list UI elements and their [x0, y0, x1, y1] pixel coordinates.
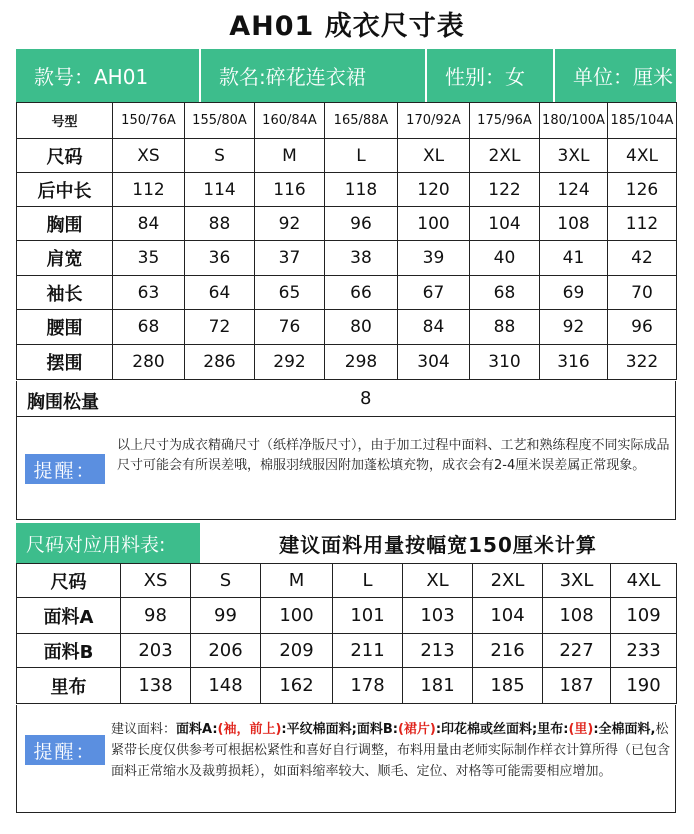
- style-number: 款号：AH01: [16, 49, 201, 102]
- lining-parts: (里): [568, 722, 594, 737]
- reminder-badge: 提醒：: [25, 735, 105, 765]
- table-cell: XS: [113, 139, 185, 173]
- table-cell: 100: [398, 207, 470, 241]
- style-name: 款名:碎花连衣裙: [201, 49, 427, 102]
- table-cell: 2XL: [473, 564, 543, 598]
- table-cell: XL: [398, 139, 470, 173]
- table-cell: 68: [470, 276, 540, 310]
- table-cell: 69: [540, 276, 608, 310]
- table-cell: 213: [403, 634, 473, 668]
- table-cell: 175/96A: [470, 103, 540, 139]
- table-cell: 178: [333, 668, 403, 704]
- row-label: 面料B: [17, 634, 121, 668]
- table-cell: 88: [185, 207, 255, 241]
- table-cell: 155/80A: [185, 103, 255, 139]
- table-cell: 84: [113, 207, 185, 241]
- info-header: [16, 49, 676, 102]
- table-cell: 203: [121, 634, 191, 668]
- table-cell: XL: [403, 564, 473, 598]
- fabric-table-row: [17, 564, 677, 598]
- lining-type: :全棉面料,: [593, 722, 656, 737]
- table-cell: 70: [608, 276, 677, 310]
- table-cell: 67: [398, 276, 470, 310]
- table-cell: S: [191, 564, 261, 598]
- fabric-advice-text: [111, 719, 673, 782]
- table-cell: 138: [121, 668, 191, 704]
- table-cell: 316: [540, 345, 608, 380]
- table-cell: 227: [543, 634, 611, 668]
- table-cell: 112: [608, 207, 677, 241]
- table-cell: 298: [325, 345, 398, 380]
- row-label: 肩宽: [17, 241, 113, 276]
- table-cell: 165/88A: [325, 103, 398, 139]
- chest-ease-label: 胸围松量: [27, 392, 99, 413]
- fabric-table-row: [17, 668, 677, 704]
- table-cell: L: [333, 564, 403, 598]
- table-cell: 108: [540, 207, 608, 241]
- row-label: 腰围: [17, 310, 113, 345]
- table-cell: 99: [191, 598, 261, 634]
- table-cell: 112: [113, 173, 185, 207]
- row-label: 摆围: [17, 345, 113, 380]
- table-cell: 2XL: [470, 139, 540, 173]
- table-cell: 187: [543, 668, 611, 704]
- size-chart-row: [17, 207, 677, 241]
- table-cell: 66: [325, 276, 398, 310]
- table-cell: 37: [255, 241, 325, 276]
- table-cell: S: [185, 139, 255, 173]
- table-cell: 211: [333, 634, 403, 668]
- table-cell: 118: [325, 173, 398, 207]
- fabric-a-type: :平纹棉面料;面料B:: [281, 722, 398, 737]
- row-label: 尺码: [17, 564, 121, 598]
- table-cell: 181: [403, 668, 473, 704]
- table-cell: 92: [255, 207, 325, 241]
- table-cell: 310: [470, 345, 540, 380]
- table-cell: 36: [185, 241, 255, 276]
- table-cell: 41: [540, 241, 608, 276]
- table-cell: 98: [121, 598, 191, 634]
- table-cell: 122: [470, 173, 540, 207]
- table-cell: 109: [611, 598, 677, 634]
- table-cell: 286: [185, 345, 255, 380]
- table-cell: 190: [611, 668, 677, 704]
- table-cell: L: [325, 139, 398, 173]
- table-cell: M: [255, 139, 325, 173]
- size-chart-row: [17, 345, 677, 380]
- table-cell: 88: [470, 310, 540, 345]
- row-label: 袖长: [17, 276, 113, 310]
- table-cell: 3XL: [543, 564, 611, 598]
- size-chart-table: [16, 102, 677, 380]
- table-cell: 80: [325, 310, 398, 345]
- table-cell: 63: [113, 276, 185, 310]
- table-cell: M: [261, 564, 333, 598]
- table-cell: 322: [608, 345, 677, 380]
- row-label: 号型: [17, 103, 113, 139]
- row-label: 后中长: [17, 173, 113, 207]
- fabric-section-header: [16, 523, 676, 563]
- table-cell: 126: [608, 173, 677, 207]
- table-cell: 42: [608, 241, 677, 276]
- table-cell: 39: [398, 241, 470, 276]
- fabric-section-tag: 尺码对应用料表:: [16, 523, 200, 563]
- table-cell: 304: [398, 345, 470, 380]
- fabric-b-parts: (裙片): [397, 722, 436, 737]
- fabric-table-row: [17, 598, 677, 634]
- table-cell: 280: [113, 345, 185, 380]
- chest-ease-row: [16, 381, 676, 417]
- table-cell: 4XL: [611, 564, 677, 598]
- table-cell: 162: [261, 668, 333, 704]
- table-cell: 68: [113, 310, 185, 345]
- table-cell: 76: [255, 310, 325, 345]
- table-cell: 108: [543, 598, 611, 634]
- table-cell: 185/104A: [608, 103, 677, 139]
- table-cell: 148: [191, 668, 261, 704]
- table-cell: 96: [608, 310, 677, 345]
- table-cell: 206: [191, 634, 261, 668]
- table-cell: 4XL: [608, 139, 677, 173]
- row-label: 面料A: [17, 598, 121, 634]
- table-cell: 170/92A: [398, 103, 470, 139]
- table-cell: 120: [398, 173, 470, 207]
- row-label: 胸围: [17, 207, 113, 241]
- table-cell: 72: [185, 310, 255, 345]
- size-chart-row: [17, 139, 677, 173]
- table-cell: 92: [540, 310, 608, 345]
- size-chart-row: [17, 103, 677, 139]
- table-cell: 124: [540, 173, 608, 207]
- size-chart-row: [17, 173, 677, 207]
- table-cell: 38: [325, 241, 398, 276]
- reminder-badge: 提醒：: [25, 454, 105, 484]
- table-cell: XS: [121, 564, 191, 598]
- fabric-usage-table: [16, 563, 677, 704]
- reminder-box-2: [16, 705, 676, 813]
- table-cell: 160/84A: [255, 103, 325, 139]
- table-cell: 84: [398, 310, 470, 345]
- page-title: AH01 成衣尺寸表: [229, 11, 465, 42]
- unit: 单位：厘米: [573, 65, 673, 89]
- table-cell: 233: [611, 634, 677, 668]
- size-chart-row: [17, 310, 677, 345]
- fabric-a-parts: (袖，前上): [217, 722, 282, 737]
- size-chart-row: [17, 241, 677, 276]
- table-cell: 216: [473, 634, 543, 668]
- table-cell: 64: [185, 276, 255, 310]
- table-cell: 35: [113, 241, 185, 276]
- table-cell: 180/100A: [540, 103, 608, 139]
- table-cell: 65: [255, 276, 325, 310]
- advice-detail: 松紧带长度仅供参考可根据松紧性和喜好自行调整，布料用量由老师实际制作样衣计算所得（已包含面料正常缩水及裁剪损耗），如面料缩率较大、顺毛、定位、对格等可能需要相应增加。: [111, 722, 671, 779]
- row-label: 尺码: [17, 139, 113, 173]
- reminder-box-1: [16, 417, 676, 520]
- advice-intro: 建议面料：: [111, 722, 177, 737]
- table-cell: 209: [261, 634, 333, 668]
- table-cell: 3XL: [540, 139, 608, 173]
- fabric-section-message: 建议面料用量按幅宽150厘米计算: [279, 532, 597, 557]
- table-cell: 104: [470, 207, 540, 241]
- table-cell: 150/76A: [113, 103, 185, 139]
- table-cell: 100: [261, 598, 333, 634]
- row-label: 里布: [17, 668, 121, 704]
- reminder-text: 以上尺寸为成衣精确尺寸（纸样净版尺寸），由于加工过程中面料、工艺和熟练程度不同实际成品尺寸可能会有所误差哦，棉服羽绒服因附加蓬松填充物，成衣会有2-4厘米误差属正常现象。: [117, 438, 670, 473]
- table-cell: 40: [470, 241, 540, 276]
- fabric-table-row: [17, 634, 677, 668]
- gender: 性别：女: [427, 49, 555, 102]
- table-cell: 292: [255, 345, 325, 380]
- size-chart-row: [17, 276, 677, 310]
- table-cell: 116: [255, 173, 325, 207]
- table-cell: 96: [325, 207, 398, 241]
- table-cell: 103: [403, 598, 473, 634]
- fabric-a-label: 面料A:: [176, 722, 218, 737]
- table-cell: 101: [333, 598, 403, 634]
- chest-ease-value: 8: [360, 388, 372, 409]
- fabric-b-type: :印花棉或丝面料;里布:: [435, 722, 569, 737]
- table-cell: 114: [185, 173, 255, 207]
- table-cell: 104: [473, 598, 543, 634]
- table-cell: 185: [473, 668, 543, 704]
